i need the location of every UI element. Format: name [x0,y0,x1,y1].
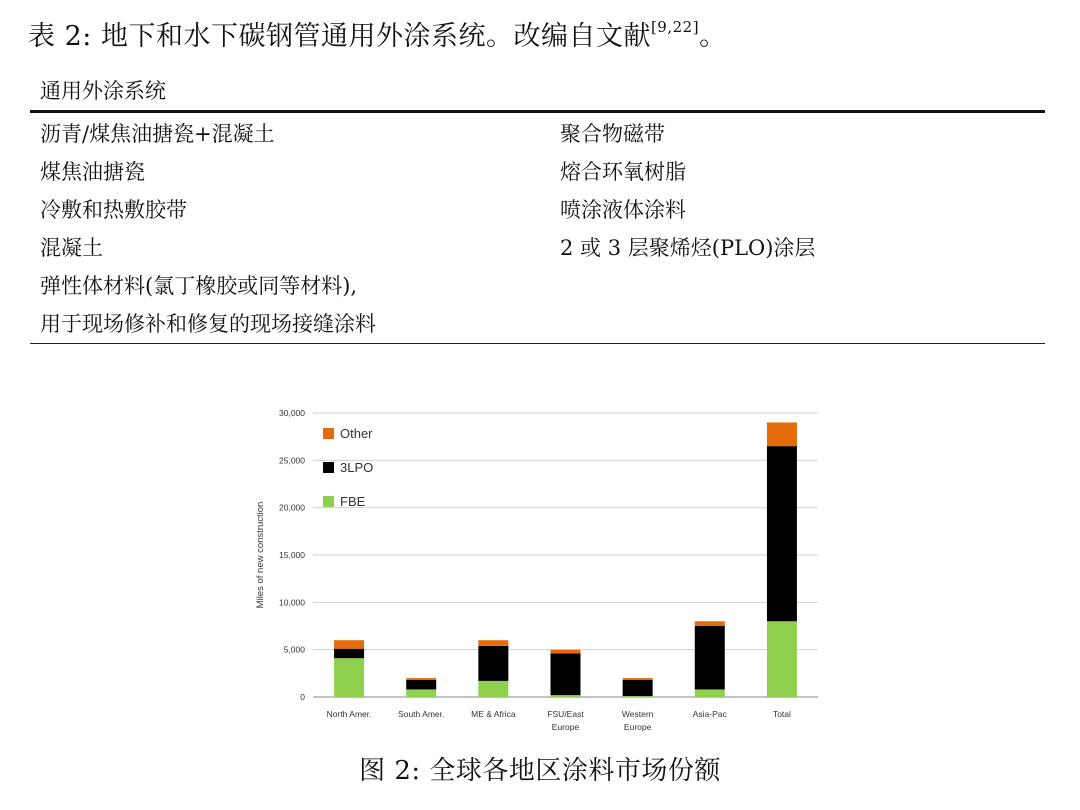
x-tick-label: Asia-Pac [692,709,727,719]
bar-segment-fbe [406,689,436,697]
legend-label: 3LPO [340,460,374,475]
bar-segment-fbe [551,695,581,697]
bar-segment-fbe [767,621,797,697]
bar-segment-3lpo [551,653,581,695]
x-tick-label: ME & Africa [471,709,516,719]
bar-segment-other [695,621,725,626]
legend-swatch-3lpo [323,462,334,473]
coating-systems-table [30,76,1045,344]
table-right-column [560,115,1045,343]
bar-segment-fbe [334,658,364,697]
x-tick-label: FSU/East [547,709,584,719]
table-caption-text: 表 2: 地下和水下碳钢管通用外涂系统。改编自文献 [28,21,651,52]
table-left-column [30,115,560,343]
stacked-bar-chart [248,400,838,745]
x-tick-label: Europe [623,722,652,732]
table-cell: 2 或 3 层聚烯烃(PLO)涂层 [560,236,816,260]
x-tick-label: Europe [551,722,580,732]
table-cell: 熔合环氧树脂 [560,160,686,184]
bar-segment-fbe [478,681,508,697]
bar-segment-other [478,640,508,646]
bar-segment-other [623,678,653,680]
y-axis-label: Miles of new construction [255,501,266,609]
bar-segment-3lpo [334,649,364,658]
x-tick-label: North Amer. [326,709,372,719]
figure-caption: 图 2: 全球各地区涂料市场份额 [359,756,721,786]
y-tick-label: 30,000 [279,408,305,418]
bar-segment-fbe [623,696,653,697]
table-cell: 混凝土 [40,236,103,260]
y-tick-label: 15,000 [279,550,305,560]
x-tick-label: Western [621,709,654,719]
bar-segment-3lpo [695,626,725,689]
y-tick-label: 10,000 [279,597,305,608]
bar-segment-3lpo [767,446,797,621]
table-cell: 煤焦油搪瓷 [40,160,145,184]
table-cell: 冷敷和热敷胶带 [40,198,187,222]
table-cell: 用于现场修补和修复的现场接缝涂料 [40,312,376,336]
legend-swatch-fbe [323,496,334,507]
bar-segment-3lpo [623,680,653,696]
table-cell: 喷涂液体涂料 [560,198,686,222]
y-tick-label: 0 [300,692,305,702]
bar-segment-3lpo [478,646,508,681]
table-caption [28,14,727,53]
bar-segment-other [767,422,797,446]
table-header: 通用外涂系统 [30,76,1045,113]
table-caption-end: 。 [699,21,727,52]
table-cell: 聚合物磁带 [560,122,665,146]
y-tick-label: 5,000 [283,644,305,655]
coating-market-chart [248,400,838,745]
bar-segment-other [406,678,436,680]
bar-segment-other [334,640,364,649]
bar-segment-3lpo [406,680,436,689]
legend-label: Other [340,426,373,441]
x-tick-label: Total [772,709,791,719]
table-cell: 弹性体材料(氯丁橡胶或同等材料), [40,274,358,298]
table-body [30,113,1045,344]
bar-segment-fbe [695,689,725,697]
citation-ref[interactable]: [9,22] [650,18,700,36]
y-tick-label: 25,000 [279,455,305,466]
x-tick-label: South Amer. [398,709,445,719]
bar-segment-other [551,650,581,654]
y-tick-label: 20,000 [279,502,305,513]
table-cell: 沥青/煤焦油搪瓷+混凝土 [40,122,275,146]
legend-label: FBE [340,494,366,509]
legend-swatch-other [323,428,334,439]
